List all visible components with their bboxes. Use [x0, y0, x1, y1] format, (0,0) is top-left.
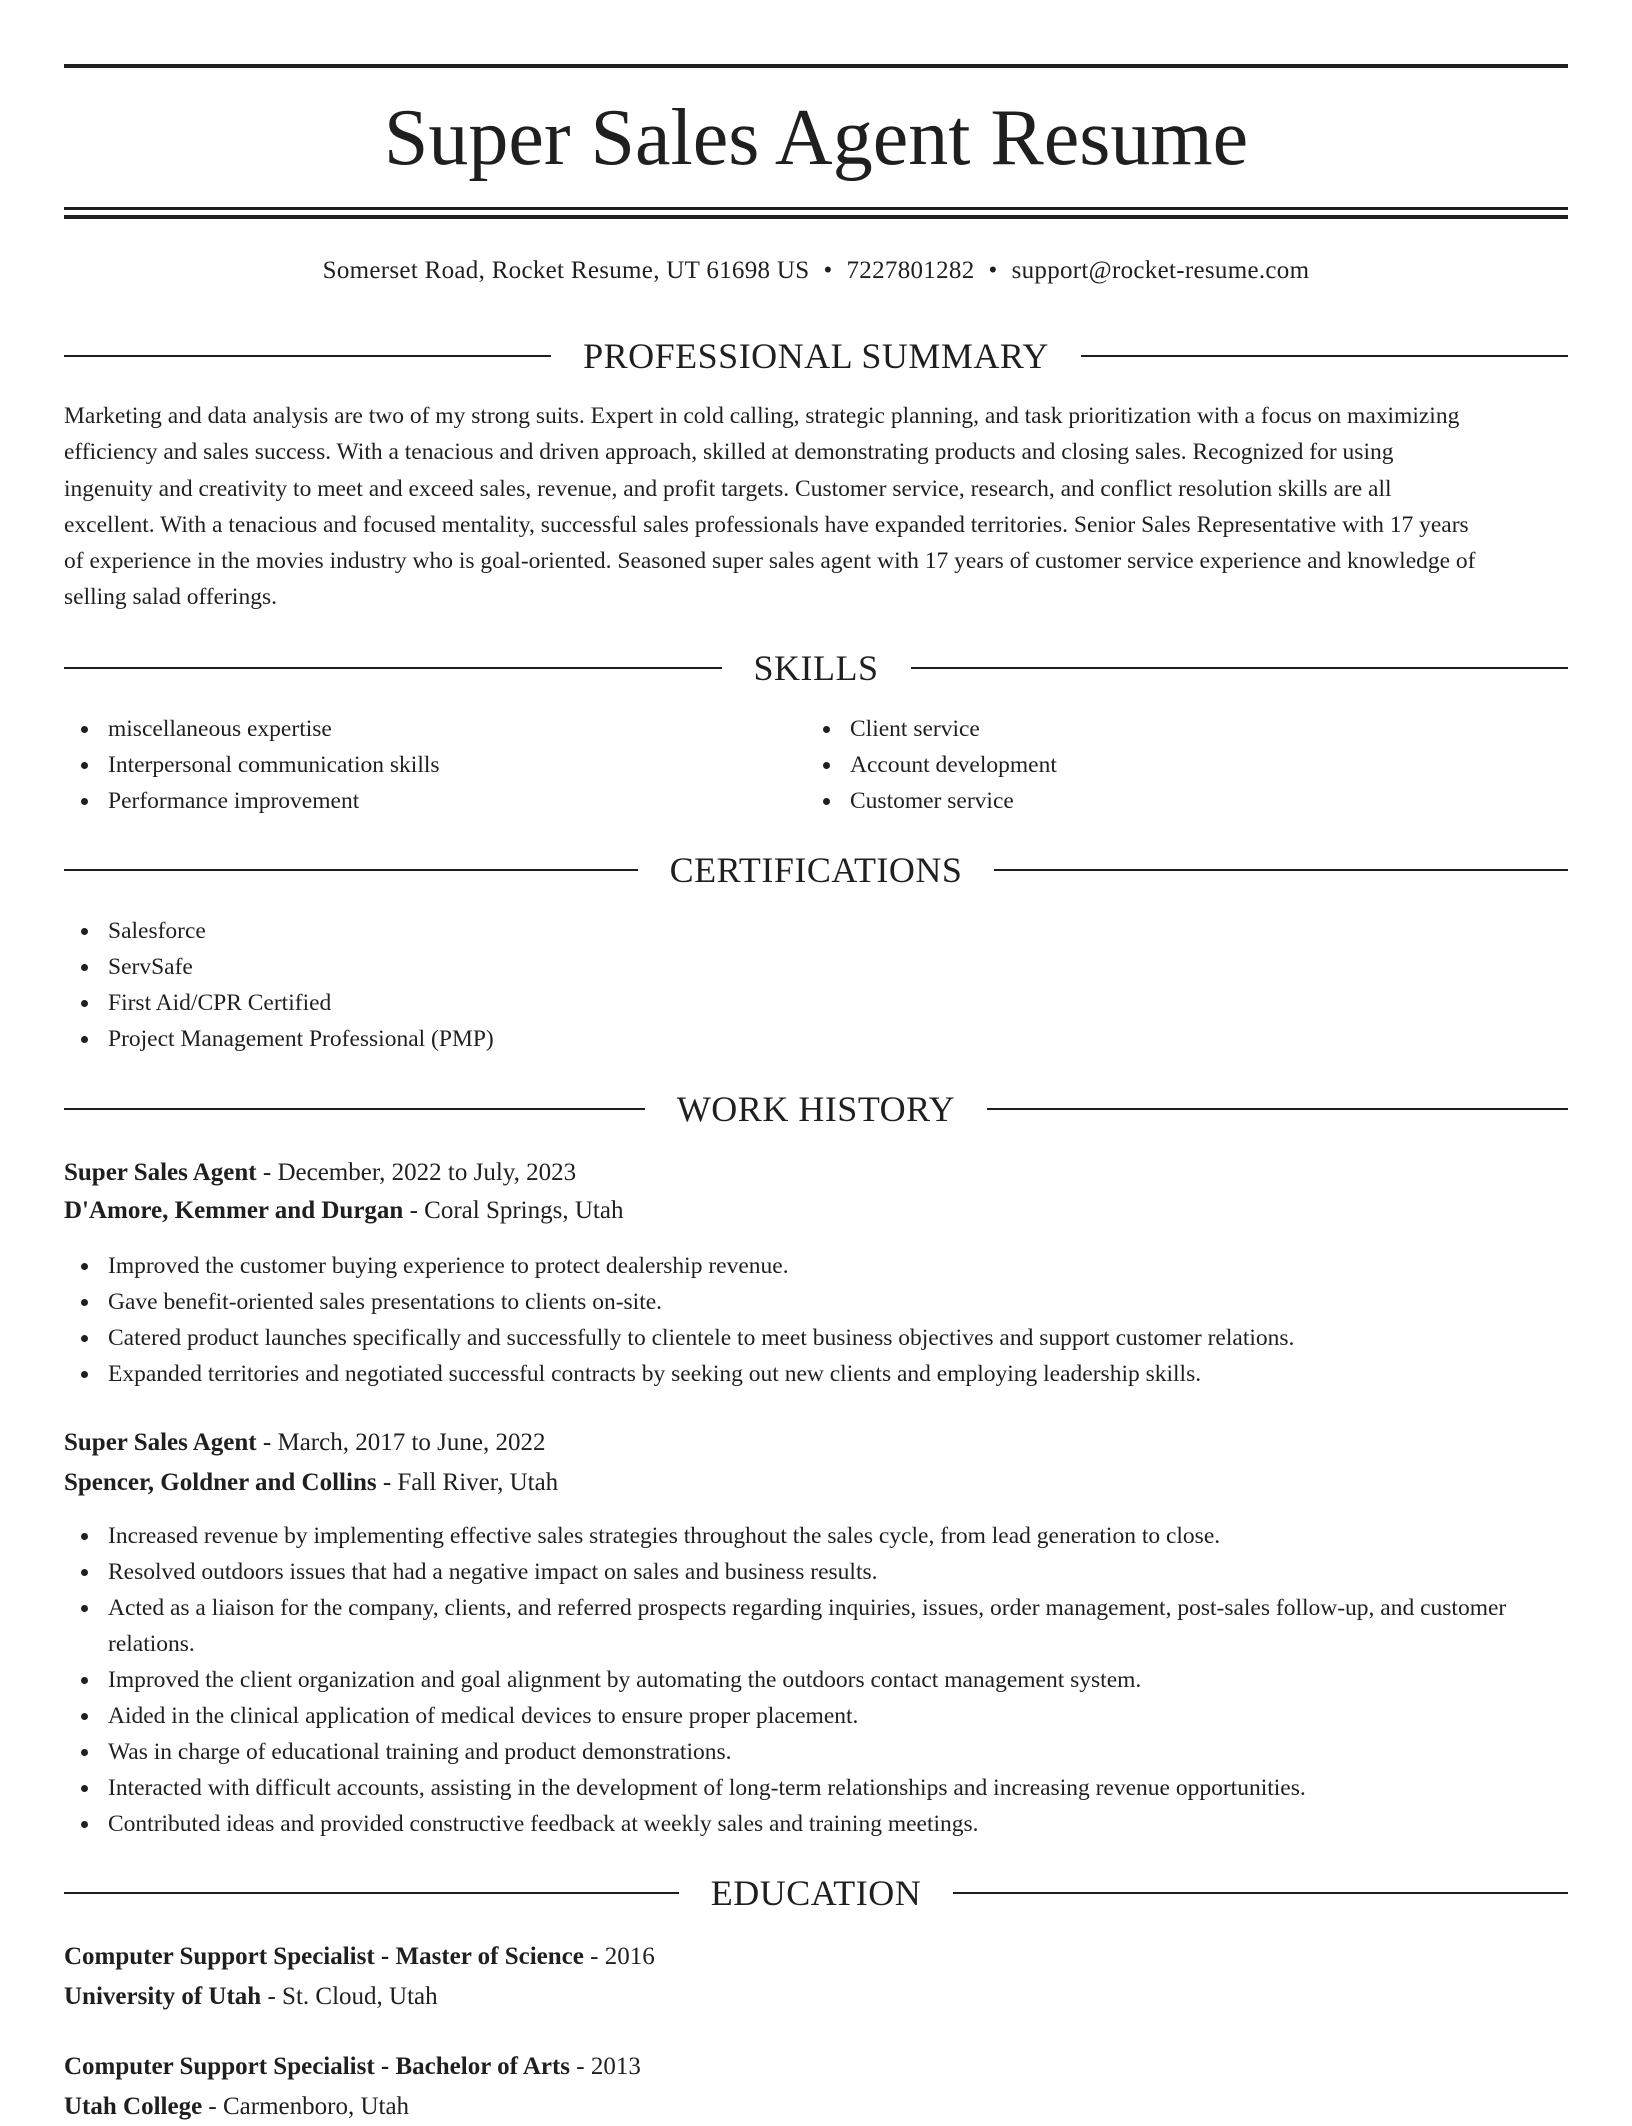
section-title-work: WORK HISTORY	[676, 1089, 956, 1129]
contact-separator: •	[823, 257, 833, 284]
dash: -	[583, 1943, 605, 1970]
section-heading-work	[64, 1084, 1568, 1134]
job-bullet: Improved the client organization and goal alignment by automating the outdoors contact management system.	[64, 1662, 1568, 1698]
summary-line: efficiency and sales success. With a tenacious and driven approach, skilled at demonstrating products and closing sales. Recognized for using	[64, 439, 1394, 466]
job-company-line	[64, 1192, 1568, 1230]
job-bullet: Contributed ideas and provided constructive feedback at weekly sales and training meetings.	[64, 1806, 1568, 1842]
job-bullet: Improved the customer buying experience to protect dealership revenue.	[64, 1248, 1568, 1284]
job-bullet: Was in charge of educational training and product demonstrations.	[64, 1734, 1568, 1770]
top-rule	[64, 64, 1568, 68]
job-location: Fall River, Utah	[397, 1469, 559, 1496]
section-heading-education	[64, 1868, 1568, 1918]
job-bullet: Resolved outdoors issues that had a negative impact on sales and business results.	[64, 1554, 1568, 1590]
education-year: 2016	[604, 1943, 655, 1970]
job-title-line	[64, 1424, 1568, 1462]
heading-rule	[911, 667, 1569, 669]
skills-list-left	[64, 711, 806, 819]
contact-address: Somerset Road, Rocket Resume, UT 61698 US	[322, 257, 810, 284]
education-year: 2013	[590, 2053, 641, 2080]
job-bullet: Increased revenue by implementing effective sales strategies throughout the sales cycle, from lead generation to close.	[64, 1518, 1568, 1554]
contact-email: support@rocket-resume.com	[1011, 257, 1310, 284]
heading-rule	[1081, 355, 1568, 357]
education-degree-line	[64, 2048, 1568, 2086]
certification-item: First Aid/CPR Certified	[64, 985, 1568, 1021]
job-bullet: Gave benefit-oriented sales presentations to clients on-site.	[64, 1284, 1568, 1320]
job-company-line	[64, 1464, 1568, 1502]
job-bullet: Interacted with difficult accounts, assisting in the development of long-term relationships and increasing revenue opportunities.	[64, 1770, 1568, 1806]
section-heading-summary	[64, 331, 1568, 381]
education-degree: Computer Support Specialist - Bachelor of Arts	[64, 2053, 571, 2080]
education-school: University of Utah	[64, 1983, 262, 2010]
job-bullet: Aided in the clinical application of medical devices to ensure proper placement.	[64, 1698, 1568, 1734]
dash: -	[261, 1983, 283, 2010]
heading-rule	[953, 1892, 1568, 1894]
section-heading-certifications	[64, 845, 1568, 895]
job-bullets	[64, 1248, 1568, 1392]
dash: -	[256, 1159, 278, 1186]
heading-rule	[64, 355, 551, 357]
education-location: St. Cloud, Utah	[282, 1983, 438, 2010]
heading-rule	[64, 869, 638, 871]
skills-list-right	[806, 711, 1568, 819]
dash: -	[403, 1197, 425, 1224]
skill-item: Client service	[806, 711, 1568, 747]
certification-item: Project Management Professional (PMP)	[64, 1021, 1568, 1057]
education-school-line	[64, 1978, 1568, 2016]
dash: -	[256, 1429, 278, 1456]
job-company: D'Amore, Kemmer and Durgan	[64, 1197, 404, 1224]
dash: -	[376, 1469, 398, 1496]
job-dates: March, 2017 to June, 2022	[277, 1429, 546, 1456]
contact-phone: 7227801282	[846, 257, 975, 284]
section-title-summary: PROFESSIONAL SUMMARY	[583, 336, 1049, 376]
certification-item: ServSafe	[64, 949, 1568, 985]
education-degree: Computer Support Specialist - Master of Science	[64, 1943, 584, 1970]
job-title: Super Sales Agent	[64, 1159, 257, 1186]
job-bullets	[64, 1518, 1568, 1842]
section-title-education: EDUCATION	[710, 1873, 922, 1913]
contact-line	[64, 252, 1568, 290]
heading-rule	[987, 1108, 1568, 1110]
job-title-line	[64, 1154, 1568, 1192]
summary-paragraph	[64, 398, 1568, 616]
dash: -	[570, 2053, 591, 2080]
summary-line: Marketing and data analysis are two of my strong suits. Expert in cold calling, strategic planning, and task prioritization with a focus on maximizing	[64, 403, 1460, 429]
job-dates: December, 2022 to July, 2023	[277, 1159, 577, 1186]
job-title: Super Sales Agent	[64, 1429, 257, 1456]
education-school: Utah College	[64, 2093, 203, 2120]
dash: -	[202, 2093, 223, 2120]
skill-item: Account development	[806, 747, 1568, 783]
education-degree-line	[64, 1938, 1568, 1976]
heading-rule	[64, 1108, 645, 1110]
contact-separator: •	[988, 257, 998, 284]
section-title-certifications: CERTIFICATIONS	[669, 850, 963, 890]
heading-rule	[994, 869, 1568, 871]
job-location: Coral Springs, Utah	[424, 1197, 624, 1224]
summary-line: of experience in the movies industry who is goal-oriented. Seasoned super sales agent with 17 years of customer service experience and knowledge of	[64, 548, 1476, 575]
title-double-rule-upper	[64, 207, 1568, 210]
skill-item: Interpersonal communication skills	[64, 747, 806, 783]
job-bullet: Catered product launches specifically and successfully to clientele to meet business objectives and support customer relations.	[64, 1320, 1568, 1356]
resume-title: Super Sales Agent Resume	[383, 94, 1249, 182]
section-title-skills: SKILLS	[753, 648, 879, 688]
job-bullet: Expanded territories and negotiated successful contracts by seeking out new clients and employing leadership skills.	[64, 1356, 1568, 1392]
heading-rule	[64, 1892, 679, 1894]
education-location: Carmenboro, Utah	[223, 2093, 410, 2120]
skill-item: Customer service	[806, 783, 1568, 819]
skill-item: Performance improvement	[64, 783, 806, 819]
title-double-rule-lower	[64, 215, 1568, 219]
section-heading-skills	[64, 643, 1568, 693]
certifications-list	[64, 913, 1568, 1057]
certification-item: Salesforce	[64, 913, 1568, 949]
skill-item: miscellaneous expertise	[64, 711, 806, 747]
summary-line: excellent. With a tenacious and focused mentality, successful sales professionals have expanded territories. Senior Sales Representative with 17 years	[64, 511, 1469, 538]
summary-line: selling salad offerings.	[64, 584, 277, 611]
heading-rule	[64, 667, 722, 669]
summary-line: ingenuity and creativity to meet and exceed sales, revenue, and profit targets. Customer service, research, and conflict resolution skills are all	[64, 475, 1392, 502]
job-bullet: Acted as a liaison for the company, clients, and referred prospects regarding inquiries, issues, order management, post-sales follow-up, and customer relations.	[64, 1590, 1568, 1662]
education-school-line	[64, 2088, 1568, 2126]
job-company: Spencer, Goldner and Collins	[64, 1469, 377, 1496]
